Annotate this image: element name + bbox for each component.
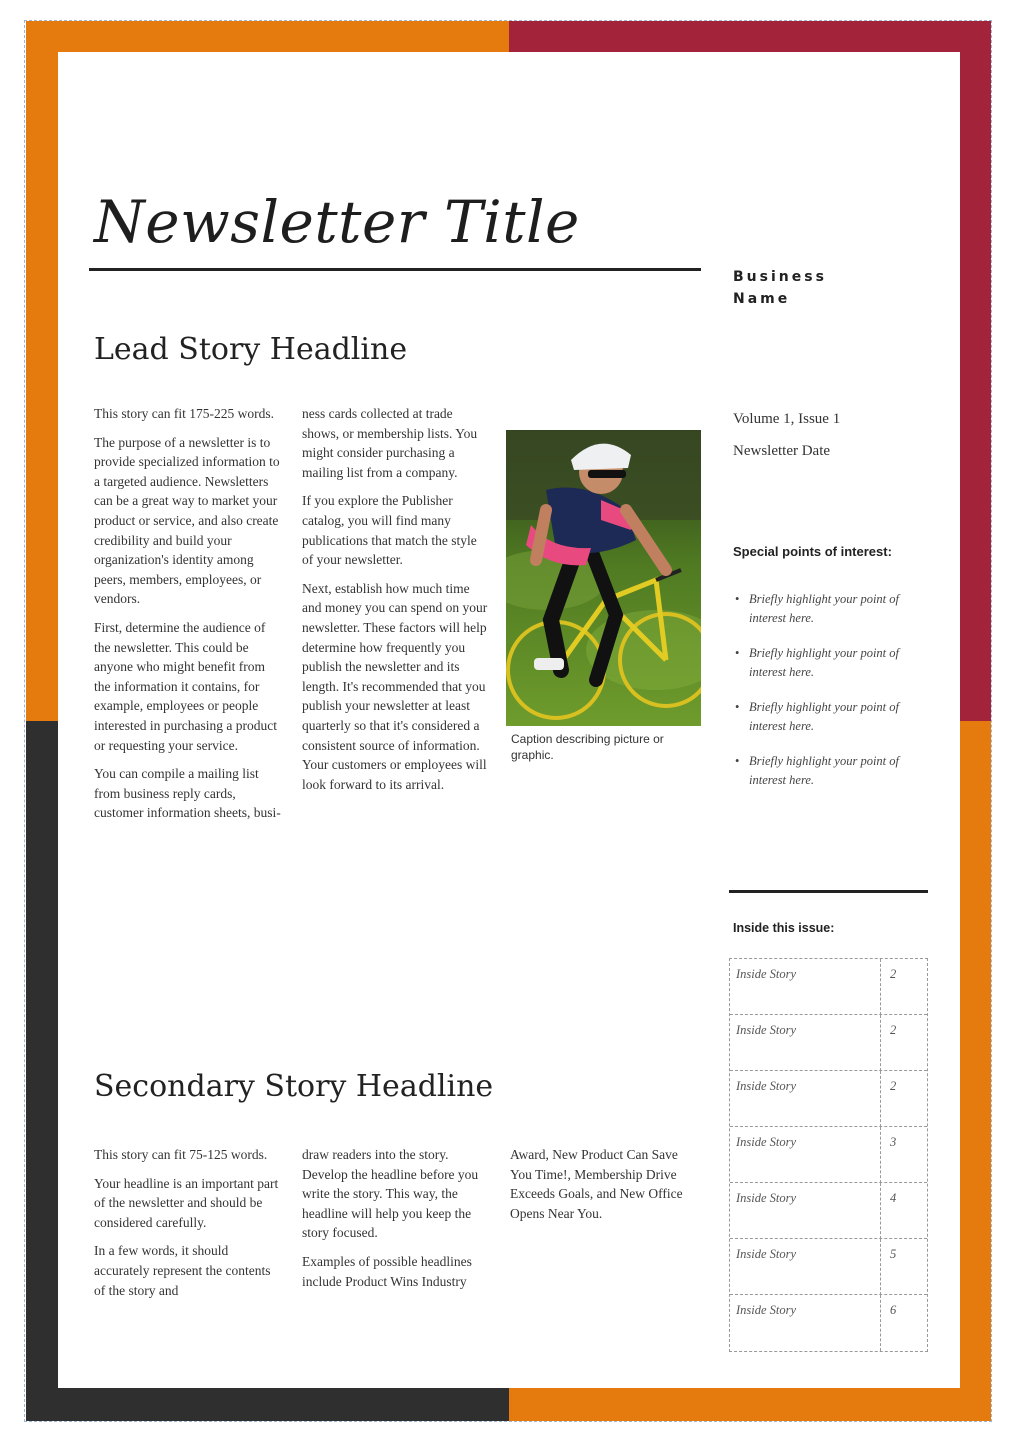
special-points-list[interactable] [733, 590, 913, 806]
toc-page: 5 [890, 1247, 897, 1261]
list-item [733, 698, 913, 752]
photo-caption[interactable]: Caption describing picture or graphic. [511, 732, 664, 762]
toc-page: 6 [890, 1303, 897, 1317]
paragraph: You can compile a mailing list from business reply cards, customer information sheets, busi- [94, 766, 281, 821]
paragraph: If you explore the Publisher catalog, you will find many publications that match the style of your newsletter. [302, 493, 477, 568]
inside-issue-title[interactable]: Inside this issue: [733, 921, 835, 935]
paragraph: This story can fit 75-125 words. [94, 1147, 268, 1162]
toc-story: Inside Story [736, 1303, 797, 1317]
toc-divider [880, 1183, 881, 1239]
paragraph: The purpose of a newsletter is to provide specialized information to a targeted audience. Newsletters can be a great way to market your product or service, and also create credibility and build your organization's identity among peers, members, employees, or vendors. [94, 434, 280, 607]
list-item [733, 590, 913, 644]
bullet-icon: • [735, 646, 740, 660]
toc-divider [880, 1239, 881, 1295]
toc-row[interactable] [730, 1295, 927, 1351]
secondary-story-headline[interactable]: Secondary Story Headline [94, 1069, 494, 1104]
list-item-text: Briefly highlight your point of interest here. [749, 646, 899, 679]
toc-row[interactable] [730, 1239, 927, 1295]
toc-page: 4 [890, 1191, 897, 1205]
toc-row[interactable] [730, 1127, 927, 1183]
table-of-contents[interactable] [729, 958, 928, 1352]
paragraph: draw readers into the story. Develop the headline before you write the story. This way, the headline will help you keep the story focused. [302, 1147, 479, 1241]
paragraph: Award, New Product Can Save You Time!, Membership Drive Exceeds Goals, and New Office Opens Near You. [510, 1147, 683, 1221]
paragraph: ness cards collected at trade shows, or membership lists. You might consider purchasing a mailing list from a company. [302, 406, 478, 480]
toc-divider [880, 1071, 881, 1127]
toc-page: 2 [890, 1079, 897, 1093]
list-item-text: Briefly highlight your point of interest here. [749, 592, 899, 625]
volume-issue[interactable]: Volume 1, Issue 1 [733, 411, 841, 427]
special-points-title[interactable]: Special points of interest: [733, 544, 892, 559]
bullet-icon: • [735, 700, 740, 714]
list-item [733, 752, 913, 806]
bullet-icon: • [735, 754, 740, 768]
bullet-icon: • [735, 592, 740, 606]
toc-page: 2 [890, 1023, 897, 1037]
paragraph: Examples of possible headlines include Product Wins Industry [302, 1253, 472, 1289]
toc-story: Inside Story [736, 1135, 797, 1149]
newsletter-date[interactable]: Newsletter Date [733, 443, 831, 459]
cyclist-photo[interactable] [506, 430, 701, 726]
business-name[interactable]: Business Name [733, 269, 827, 307]
toc-row[interactable] [730, 1015, 927, 1071]
toc-story: Inside Story [736, 1023, 797, 1037]
paragraph: This story can fit 175-225 words. [94, 406, 274, 421]
lead-story-column-1[interactable] [94, 404, 282, 832]
list-item-text: Briefly highlight your point of interest here. [749, 700, 899, 733]
sidebar-rule [729, 890, 928, 893]
secondary-story-column-3[interactable] [510, 1145, 696, 1232]
toc-row[interactable] [730, 1071, 927, 1127]
toc-page: 2 [890, 967, 897, 981]
lead-story-column-2[interactable] [302, 404, 488, 803]
paragraph: Next, establish how much time and money you can spend on your newsletter. These factors will help determine how frequently you publish the newsletter and its length. It's recommended that you publish your newsletter at least quarterly so that it's considered a consistent source of information. Your customers or employees will look forward to its arrival. [302, 580, 488, 792]
lead-story-headline[interactable]: Lead Story Headline [94, 332, 408, 367]
paragraph: First, determine the audience of the newsletter. This could be anyone who might benefit from the information it contains, for example, employees or people interested in purchasing a product or requesting your service. [94, 619, 277, 753]
issue-info [733, 403, 840, 467]
toc-divider [880, 1127, 881, 1183]
toc-divider [880, 959, 881, 1015]
secondary-story-column-1[interactable] [94, 1145, 280, 1309]
newsletter-title[interactable]: Newsletter Title [94, 188, 580, 256]
list-item-text: Briefly highlight your point of interest here. [749, 754, 899, 787]
toc-page: 3 [890, 1135, 897, 1149]
toc-story: Inside Story [736, 1079, 797, 1093]
toc-divider [880, 1015, 881, 1071]
toc-story: Inside Story [736, 1191, 797, 1205]
cyclist-photo-icon [506, 430, 701, 726]
toc-row[interactable] [730, 959, 927, 1015]
toc-divider [880, 1295, 881, 1351]
paragraph: Your headline is an important part of the newsletter and should be considered carefully. [94, 1175, 279, 1230]
toc-row[interactable] [730, 1183, 927, 1239]
paragraph: In a few words, it should accurately represent the contents of the story and [94, 1243, 271, 1298]
list-item [733, 644, 913, 698]
toc-story: Inside Story [736, 1247, 797, 1261]
title-rule [89, 268, 701, 271]
secondary-story-column-2[interactable] [302, 1145, 488, 1300]
toc-story: Inside Story [736, 967, 797, 981]
